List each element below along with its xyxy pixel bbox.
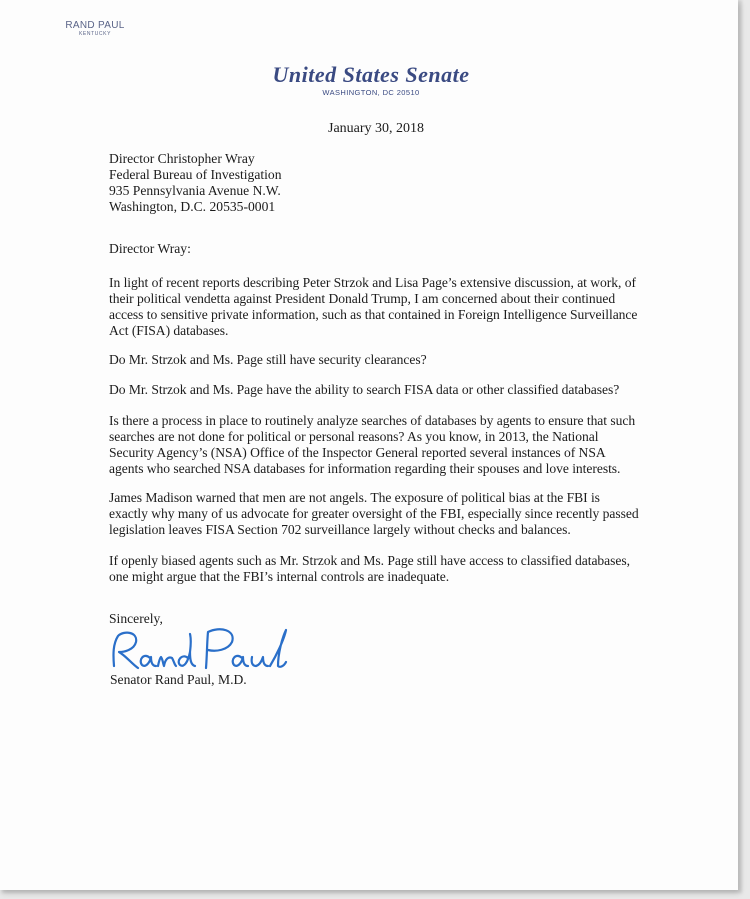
sender-name: RAND PAUL	[65, 20, 125, 31]
letterhead-location: WASHINGTON, DC 20510	[322, 88, 420, 97]
body-paragraph: Do Mr. Strzok and Ms. Page still have security clearances?	[109, 352, 427, 367]
body-paragraph: Is there a process in place to routinely analyze searches of databases by agents to ensure that such searches are not done for political or personal reasons? As you know, in 2013, the National Security Agency’s (NSA) Office of the Inspector General reported several instances of NSA agents who searched NSA databases for information regarding their spouses and love interests.	[109, 413, 636, 476]
recipient-line: 935 Pennsylvania Avenue N.W.	[109, 183, 281, 198]
body-paragraph: In light of recent reports describing Peter Strzok and Lisa Page’s extensive discussion, at work, of their political vendetta against President Donald Trump, I am concerned about their continued access to sensitive private information, such as that contained in Foreign Intelligence Surveillance Act (FISA) databases.	[109, 275, 638, 338]
salutation: Director Wray:	[109, 241, 191, 256]
recipient-line: Washington, D.C. 20535-0001	[109, 199, 276, 214]
recipient-line: Federal Bureau of Investigation	[109, 167, 282, 182]
letter-date: January 30, 2018	[328, 121, 425, 136]
body-paragraph: Do Mr. Strzok and Ms. Page have the ability to search FISA data or other classified databases?	[109, 382, 620, 397]
letterhead-title: United States Senate	[272, 62, 470, 87]
sender-state: KENTUCKY	[78, 31, 112, 37]
sender-block	[62, 20, 128, 38]
closing: Sincerely,	[109, 611, 163, 626]
body-paragraph: If openly biased agents such as Mr. Strzok and Ms. Page still have access to classified databases, one might argue that the FBI’s internal controls are inadequate.	[109, 553, 630, 584]
body-paragraph: James Madison warned that men are not angels. The exposure of political bias at the FBI is exactly why many of us advocate for greater oversight of the FBI, especially since recently passed legislation leaves FISA Section 702 surveillance largely without checks and balances.	[109, 490, 639, 537]
letterhead	[200, 61, 542, 97]
recipient-line: Director Christopher Wray	[109, 151, 255, 166]
signer-name: Senator Rand Paul, M.D.	[110, 672, 247, 687]
recipient-address	[109, 151, 282, 215]
